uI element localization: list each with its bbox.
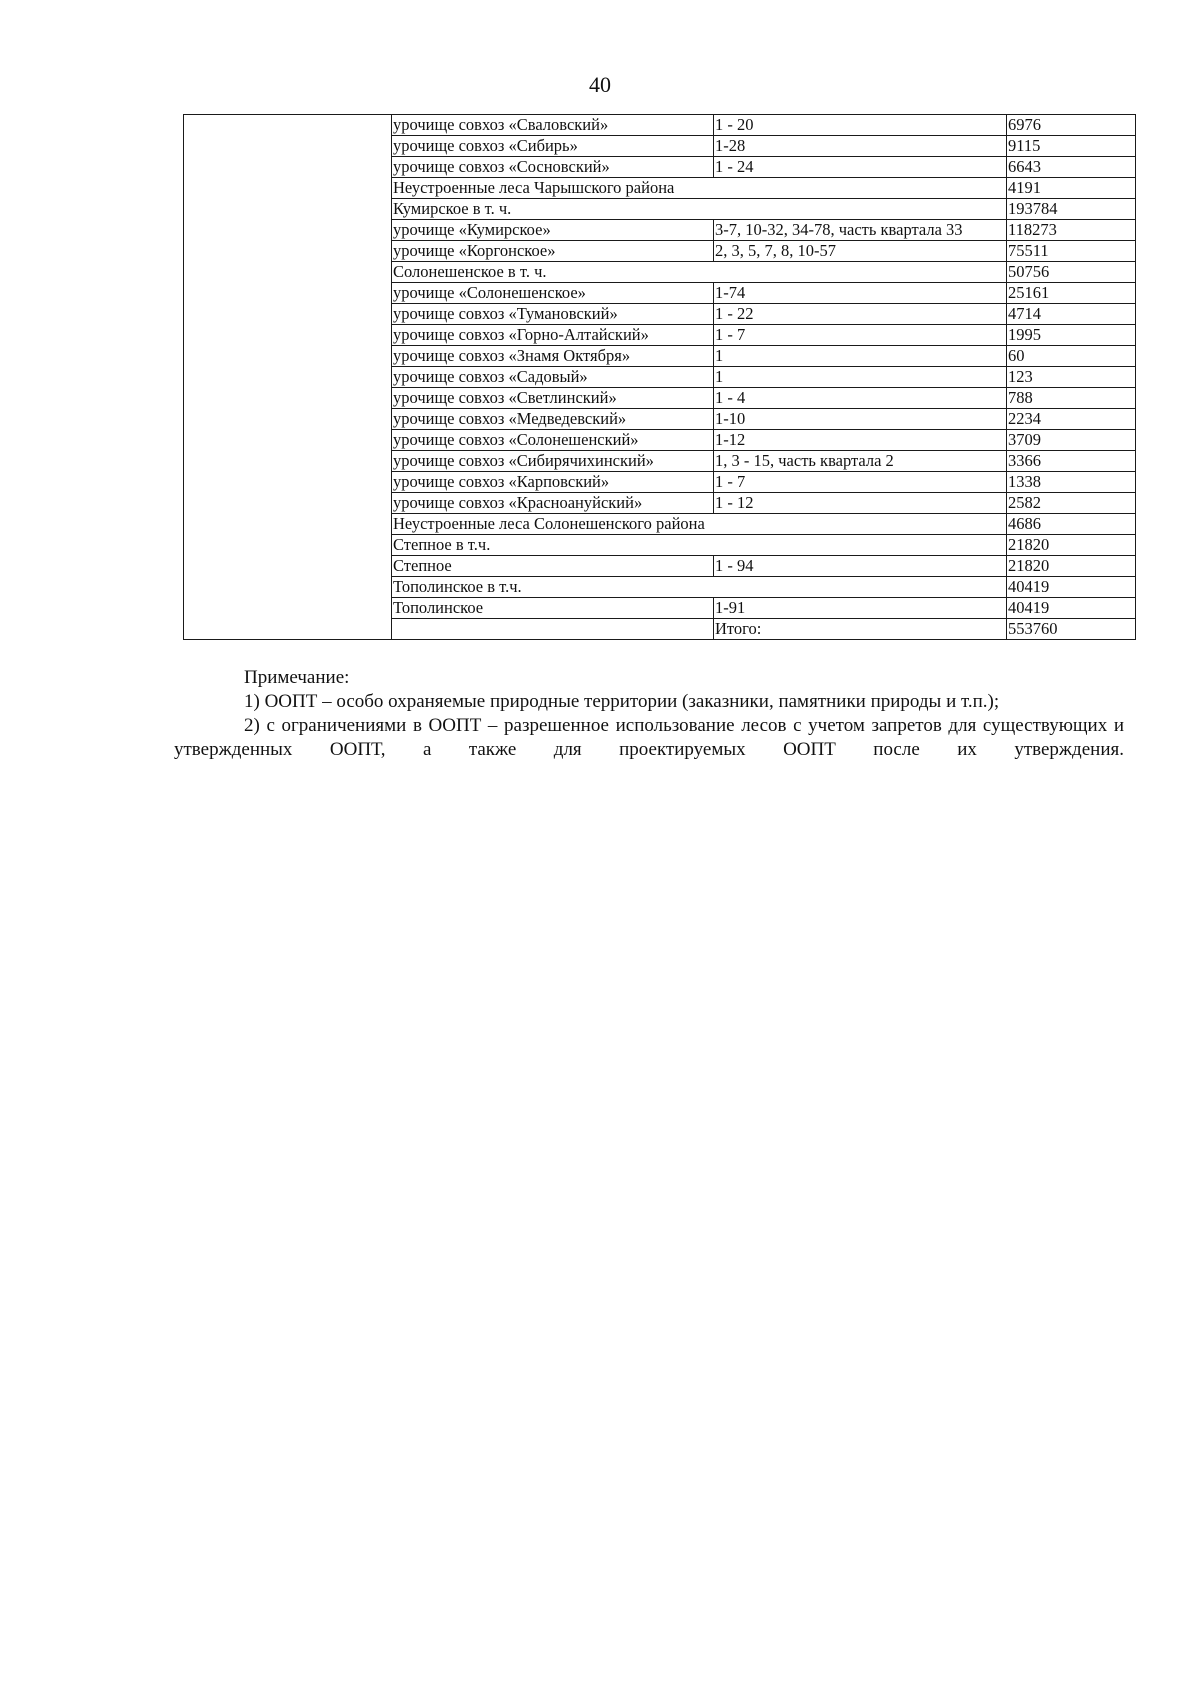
row-name-cell: урочище совхоз «Сибирь» (392, 136, 714, 157)
notes (174, 666, 1124, 762)
row-name-cell: Кумирское в т. ч. (392, 199, 1007, 220)
row-quarters-cell: 1 - 94 (714, 556, 1007, 577)
row-area-cell: 4686 (1007, 514, 1136, 535)
row-area-cell: 50756 (1007, 262, 1136, 283)
row-area-cell: 9115 (1007, 136, 1136, 157)
left-blank-cell (184, 115, 392, 640)
row-area-cell: 3366 (1007, 451, 1136, 472)
row-quarters-cell: 1 (714, 346, 1007, 367)
row-name-cell: урочище «Солонешенское» (392, 283, 714, 304)
row-name-cell (392, 619, 714, 640)
row-area-cell: 75511 (1007, 241, 1136, 262)
row-area-cell: 118273 (1007, 220, 1136, 241)
row-name-cell: урочище совхоз «Сваловский» (392, 115, 714, 136)
row-name-cell: урочище «Кумирское» (392, 220, 714, 241)
row-name-cell: Степное в т.ч. (392, 535, 1007, 556)
row-quarters-cell: 1 - 7 (714, 472, 1007, 493)
row-quarters-cell: 1 - 22 (714, 304, 1007, 325)
row-name-cell: урочище совхоз «Сибирячихинский» (392, 451, 714, 472)
row-area-cell: 1338 (1007, 472, 1136, 493)
row-name-cell: Солонешенское в т. ч. (392, 262, 1007, 283)
row-area-cell: 2582 (1007, 493, 1136, 514)
row-area-cell: 40419 (1007, 577, 1136, 598)
row-quarters-cell: 1-28 (714, 136, 1007, 157)
row-area-cell: 6643 (1007, 157, 1136, 178)
row-area-cell: 2234 (1007, 409, 1136, 430)
row-quarters-cell: 1 - 24 (714, 157, 1007, 178)
row-quarters-cell: 1, 3 - 15, часть квартала 2 (714, 451, 1007, 472)
row-quarters-cell: 1-10 (714, 409, 1007, 430)
row-name-cell: Тополинское (392, 598, 714, 619)
row-name-cell: Неустроенные леса Солонешенского района (392, 514, 1007, 535)
note-line-1: 1) ООПТ – особо охраняемые природные территории (заказники, памятники природы и т.п.); (244, 691, 1000, 712)
row-area-cell: 40419 (1007, 598, 1136, 619)
row-quarters-cell: 3-7, 10-32, 34-78, часть квартала 33 (714, 220, 1007, 241)
row-area-cell: 21820 (1007, 535, 1136, 556)
table-body (184, 115, 1136, 640)
forest-table (183, 114, 1136, 640)
row-quarters-cell: Итого: (714, 619, 1007, 640)
row-area-cell: 788 (1007, 388, 1136, 409)
row-name-cell: урочище совхоз «Садовый» (392, 367, 714, 388)
row-area-cell: 4191 (1007, 178, 1136, 199)
row-quarters-cell: 1 - 12 (714, 493, 1007, 514)
row-name-cell: урочище совхоз «Карповский» (392, 472, 714, 493)
row-name-cell: урочище совхоз «Светлинский» (392, 388, 714, 409)
row-name-cell: урочище совхоз «Горно-Алтайский» (392, 325, 714, 346)
row-quarters-cell: 1 - 7 (714, 325, 1007, 346)
row-quarters-cell: 1 - 4 (714, 388, 1007, 409)
row-area-cell: 21820 (1007, 556, 1136, 577)
row-area-cell: 6976 (1007, 115, 1136, 136)
row-area-cell: 1995 (1007, 325, 1136, 346)
row-quarters-cell: 1 - 20 (714, 115, 1007, 136)
row-name-cell: урочище совхоз «Солонешенский» (392, 430, 714, 451)
row-quarters-cell: 1-91 (714, 598, 1007, 619)
row-quarters-cell: 1-12 (714, 430, 1007, 451)
note-line-2: 2) с ограничениями в ООПТ – разрешенное использование лесов с учетом запретов для существующих и утвержденных ООПТ, а также для проектируемых ООПТ после их утверждения. (174, 715, 1124, 760)
row-name-cell: Неустроенные леса Чарышского района (392, 178, 1007, 199)
row-area-cell: 60 (1007, 346, 1136, 367)
row-quarters-cell: 2, 3, 5, 7, 8, 10-57 (714, 241, 1007, 262)
row-quarters-cell: 1 (714, 367, 1007, 388)
row-name-cell: Тополинское в т.ч. (392, 577, 1007, 598)
row-name-cell: урочище совхоз «Красноануйский» (392, 493, 714, 514)
row-name-cell: урочище совхоз «Знамя Октября» (392, 346, 714, 367)
row-name-cell: Степное (392, 556, 714, 577)
row-area-cell: 3709 (1007, 430, 1136, 451)
row-area-cell: 553760 (1007, 619, 1136, 640)
row-name-cell: урочище совхоз «Медведевский» (392, 409, 714, 430)
note-title: Примечание: (244, 667, 350, 688)
row-area-cell: 123 (1007, 367, 1136, 388)
row-name-cell: урочище совхоз «Сосновский» (392, 157, 714, 178)
row-quarters-cell: 1-74 (714, 283, 1007, 304)
row-name-cell: урочище совхоз «Тумановский» (392, 304, 714, 325)
row-area-cell: 193784 (1007, 199, 1136, 220)
row-area-cell: 25161 (1007, 283, 1136, 304)
row-name-cell: урочище «Коргонское» (392, 241, 714, 262)
table-row (184, 115, 1136, 136)
row-area-cell: 4714 (1007, 304, 1136, 325)
page-number: 40 (589, 72, 611, 97)
